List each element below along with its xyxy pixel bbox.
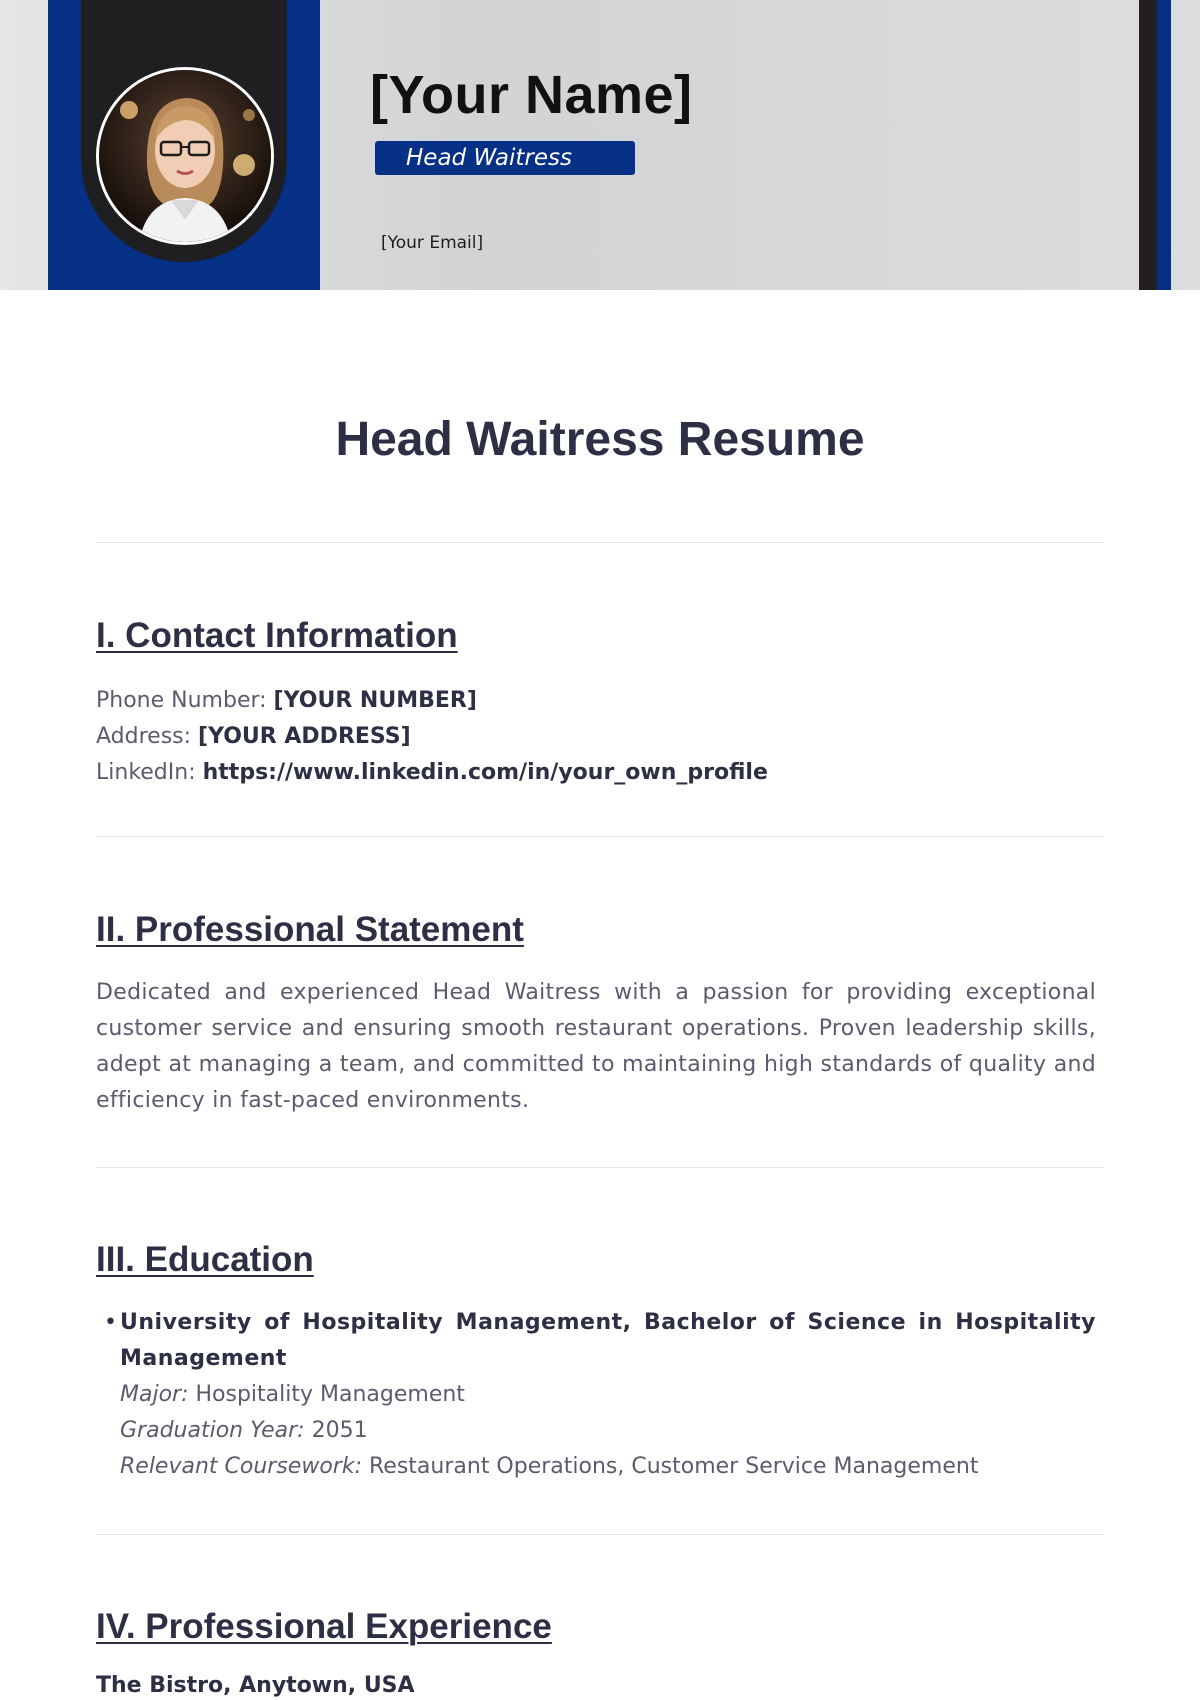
employer-line: The Bistro, Anytown, USA bbox=[96, 1673, 415, 1698]
address-label: Address: bbox=[96, 724, 192, 749]
linkedin-link[interactable]: https://www.linkedin.com/in/your_own_profile bbox=[202, 760, 768, 785]
portrait-photo-icon bbox=[99, 70, 271, 242]
resume-header bbox=[0, 0, 1200, 290]
major-value: Hospitality Management bbox=[195, 1382, 465, 1407]
bullet-icon: • bbox=[104, 1310, 117, 1335]
contact-heading: I. Contact Information bbox=[96, 616, 458, 655]
statement-paragraph: Dedicated and experienced Head Waitress with a passion for providing exceptional customer service and ensuring smooth restaurant operations. Proven leadership skills, adept at managing a team, and committed to maintaining high standards of quality and efficiency in fast-paced environments. bbox=[96, 980, 1096, 1113]
education-heading: III. Education bbox=[96, 1240, 314, 1279]
experience-heading: IV. Professional Experience bbox=[96, 1607, 552, 1646]
graduation-value: 2051 bbox=[311, 1418, 368, 1443]
address-value: [YOUR ADDRESS] bbox=[198, 724, 411, 749]
phone-label: Phone Number: bbox=[96, 688, 267, 713]
phone-line bbox=[96, 683, 768, 719]
divider bbox=[96, 1534, 1104, 1535]
contact-details bbox=[96, 683, 768, 791]
major-line bbox=[120, 1377, 1096, 1413]
divider bbox=[96, 836, 1104, 837]
address-line bbox=[96, 719, 768, 755]
school-name: University of Hospitality Management, Bachelor of Science in Hospitality Management bbox=[120, 1310, 1096, 1371]
email-text: [Your Email] bbox=[381, 233, 484, 253]
linkedin-line bbox=[96, 755, 768, 791]
document-title: Head Waitress Resume bbox=[335, 413, 865, 466]
coursework-value: Restaurant Operations, Customer Service Management bbox=[369, 1454, 979, 1479]
statement-heading: II. Professional Statement bbox=[96, 910, 524, 949]
divider bbox=[96, 542, 1104, 543]
coursework-line bbox=[120, 1449, 1096, 1485]
major-label: Major: bbox=[120, 1382, 189, 1407]
header-stripe-dark bbox=[1139, 0, 1157, 290]
coursework-label: Relevant Coursework: bbox=[120, 1454, 362, 1479]
header-stripe-blue bbox=[1157, 0, 1171, 290]
divider bbox=[96, 1167, 1104, 1168]
graduation-label: Graduation Year: bbox=[120, 1418, 305, 1443]
candidate-name: [Your Name] bbox=[370, 65, 693, 125]
role-badge: Head Waitress bbox=[375, 141, 635, 175]
avatar bbox=[96, 67, 274, 245]
linkedin-label: LinkedIn: bbox=[96, 760, 196, 785]
phone-value: [YOUR NUMBER] bbox=[273, 688, 477, 713]
education-entry bbox=[96, 1305, 1096, 1485]
graduation-line bbox=[120, 1413, 1096, 1449]
